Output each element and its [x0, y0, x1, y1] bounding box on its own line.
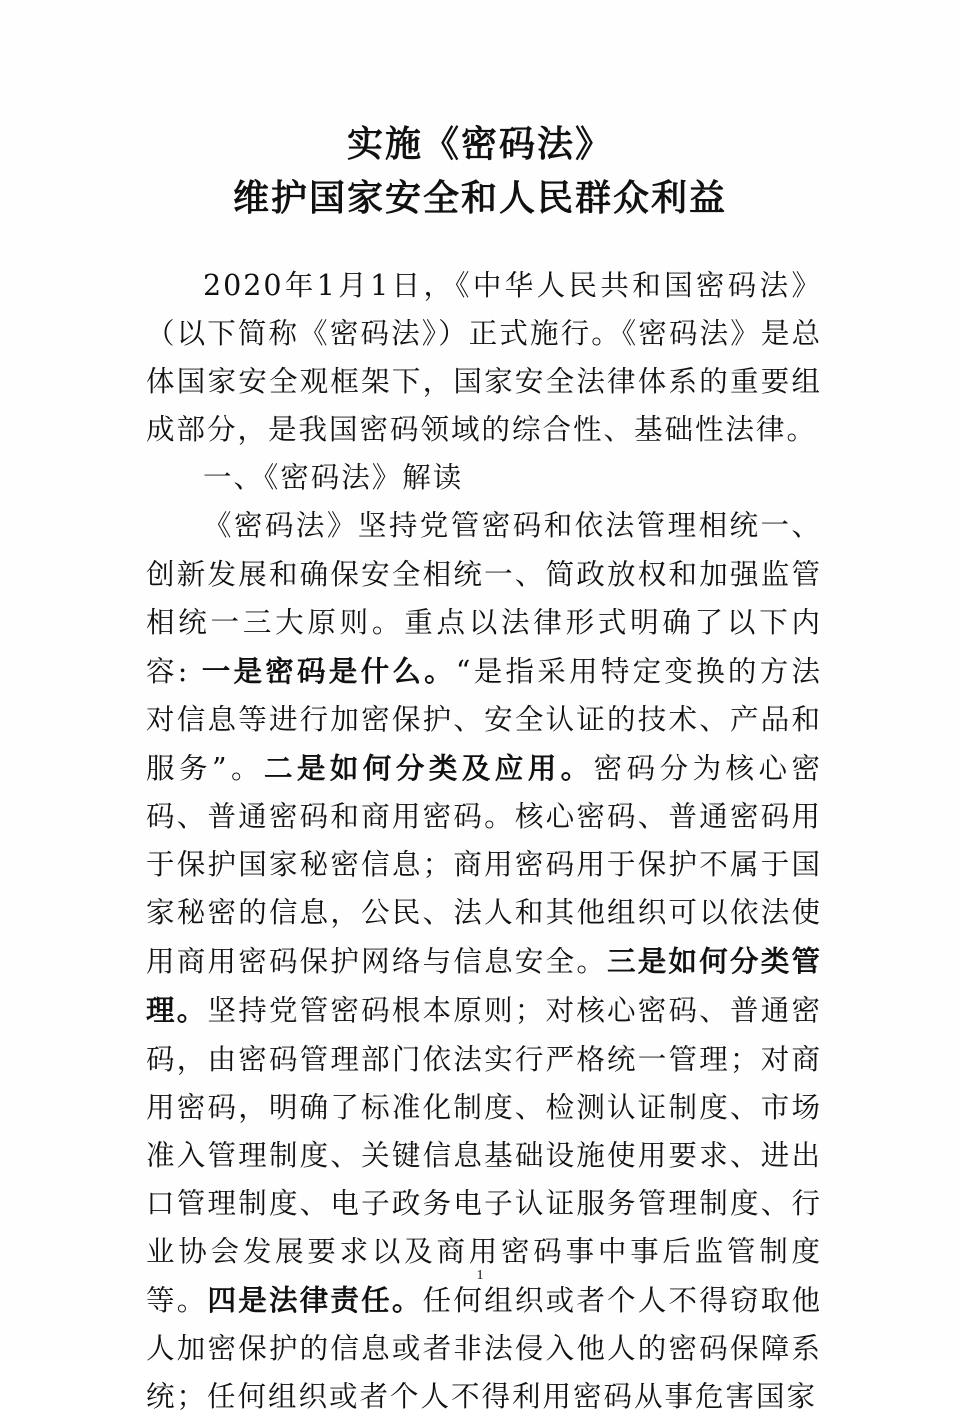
bold-point-3: 三是如何分类管理。 [146, 944, 822, 1028]
bold-point-1: 一是密码是什么。 [201, 653, 456, 688]
section-heading-1: 一、《密码法》解读 [203, 461, 464, 495]
title-line-1: 实施《密码法》 [346, 124, 613, 165]
bold-point-4: 四是法律责任。 [207, 1282, 423, 1317]
intro-paragraph: 2020年1月1日，《中华人民共和国密码法》（以下简称《密码法》）正式施行。《密码法》是总体国家安全观框架下，国家安全法律体系的重要组成部分，是我国密码领域的综合性、基础性法律。 [146, 269, 822, 447]
document-body [146, 262, 822, 1421]
text-run: 任何组织或者个人不得窃取他人加密保护的信息或者非法侵入他人的密码保障系统；任何组织或者个人不得利用密码从事危害国家 [146, 1283, 822, 1414]
document-title [0, 118, 960, 226]
page-number: 1 [476, 1268, 484, 1283]
title-line-2: 维护国家安全和人民群众利益 [232, 178, 727, 219]
bold-point-2: 二是如何分类及应用。 [263, 750, 594, 785]
text-run: 《密码法》坚持党管密码和依法管理相统一、创新发展和确保安全相统一、简政放权和加强监管相统一三大原则。重点以法律形式明确了以下内容: [146, 509, 822, 688]
text-run: 坚持党管密码根本原则；对核心密码、普通密码，由密码管理部门依法实行严格统一管理；对商用密码，明确了标准化制度、检测认证制度、市场准入管理制度、关键信息基础设施使用要求、进出口管理制度、电子政务电子认证服务管理制度、行业协会发展要求以及商用密码事中事后监管制度等。 [146, 994, 822, 1317]
text-run: 密码分为核心密码、普通密码和商用密码。核心密码、普通密码用于保护国家秘密信息；商用密码用于保护不属于国家秘密的信息，公民、法人和其他组织可以依法使用商用密码保护网络与信息安全。 [146, 751, 822, 979]
text-run: “是指采用特定变换的方法对信息等进行加密保护、安全认证的技术、产品和服务”。 [146, 654, 822, 785]
